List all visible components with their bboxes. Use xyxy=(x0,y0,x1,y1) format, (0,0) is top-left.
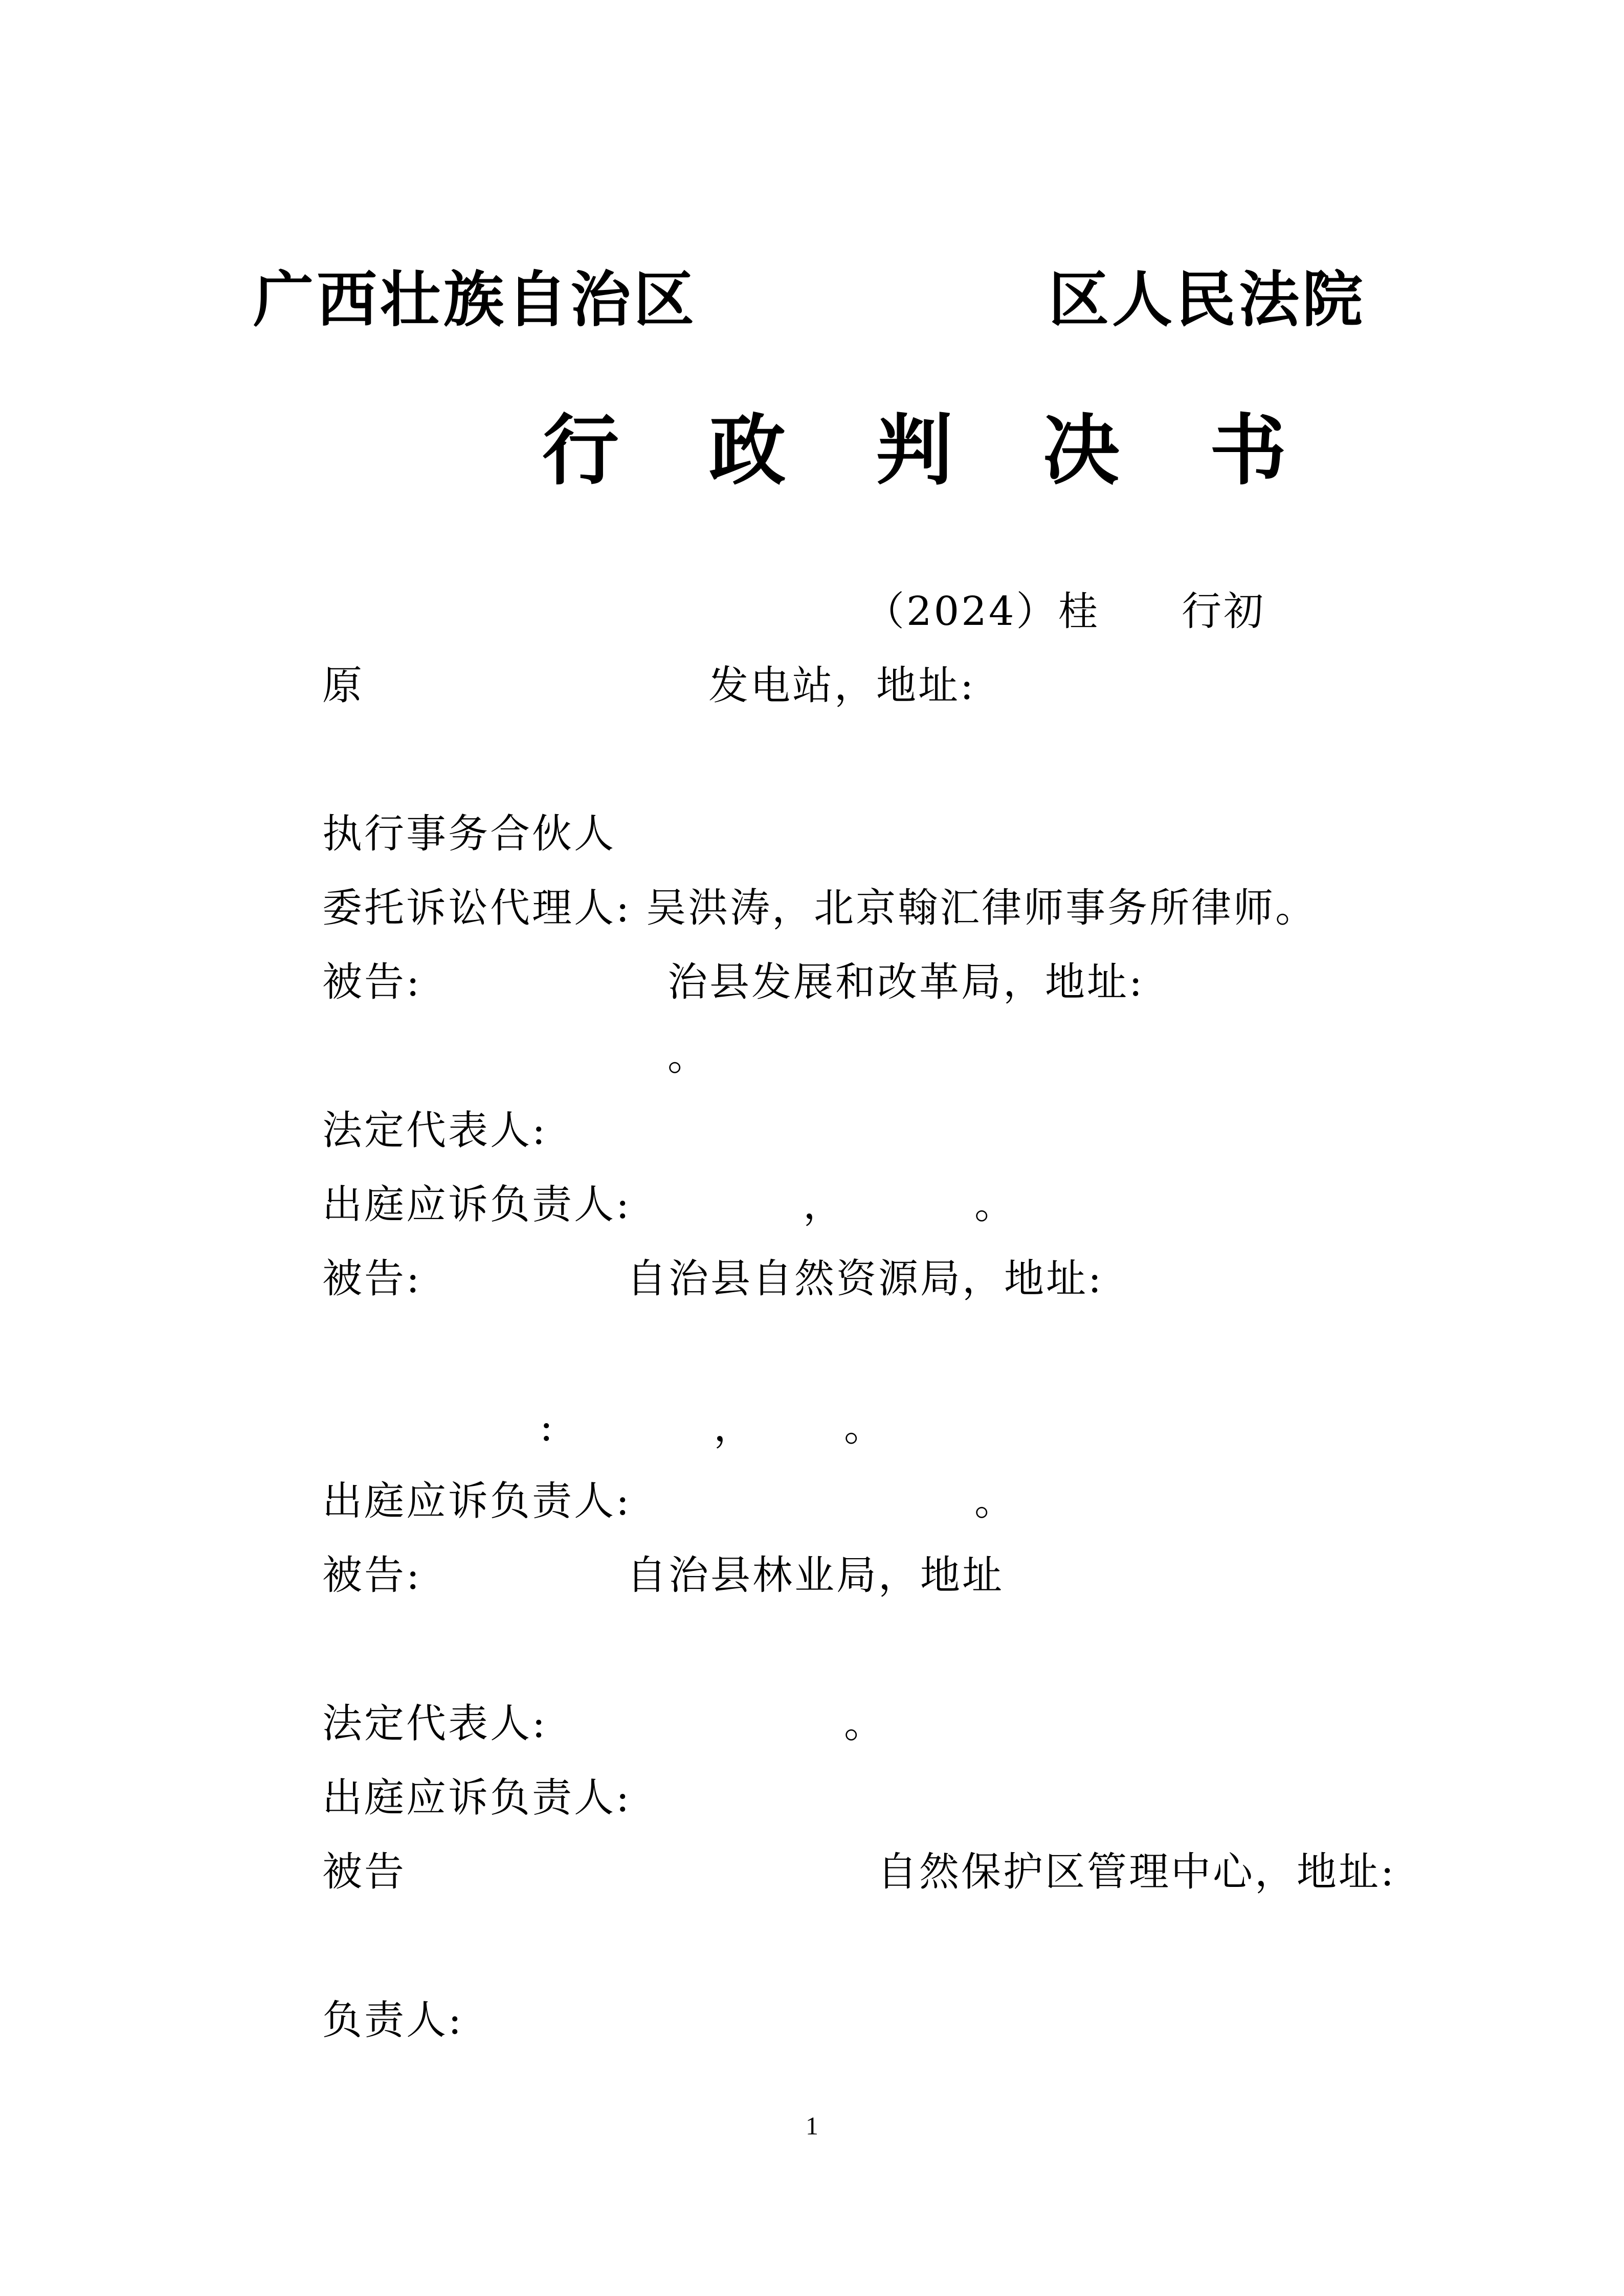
defendant2-rep-colon: : xyxy=(540,1404,555,1450)
defendant3-legal-rep-label: 法定代表人: xyxy=(322,1701,548,1747)
defendant1-legal-rep-label: 法定代表人: xyxy=(322,1108,548,1154)
defendant1-name: 治县发展和改革局，地址: xyxy=(668,959,1145,1005)
defendant1-responsible-label: 出庭应诉负责人: xyxy=(322,1182,632,1228)
page-number: 1 xyxy=(806,2111,818,2140)
defendant2-label: 被告: xyxy=(322,1256,422,1302)
defendant2-responsible-label: 出庭应诉负责人: xyxy=(322,1478,632,1524)
defendant3-name: 自治县林业局，地址 xyxy=(627,1552,1005,1599)
executive-partner-label: 执行事务合伙人 xyxy=(322,811,616,857)
agent-line: 委托诉讼代理人: 吴洪涛，北京翰汇律师事务所律师。 xyxy=(322,885,1318,931)
defendant1-label: 被告: xyxy=(322,959,422,1005)
defendant4-name: 自然保护区管理中心，地址: xyxy=(877,1849,1396,1895)
defendant2-rep-comma: ， xyxy=(714,1404,756,1450)
defendant1-responsible-end: 。 xyxy=(974,1182,1017,1228)
document-type-title: 行 政 判 决 书 xyxy=(542,407,1318,496)
case-number-prefix: （2024）桂 xyxy=(864,589,1100,635)
plaintiff-name-tail: 发电站，地址: xyxy=(708,663,976,709)
defendant4-label: 被告 xyxy=(322,1849,407,1895)
defendant1-responsible-comma: ， xyxy=(803,1182,846,1228)
defendant1-address-end: 。 xyxy=(668,1033,710,1079)
defendant2-rep-end: 。 xyxy=(844,1404,886,1450)
court-name-part2: 区人民法院 xyxy=(1049,264,1366,335)
defendant3-legal-rep-end: 。 xyxy=(844,1701,886,1747)
defendant3-responsible-label: 出庭应诉负责人: xyxy=(322,1775,632,1821)
defendant2-name: 自治县自然资源局，地址: xyxy=(627,1256,1104,1302)
case-number-suffix: 行初 xyxy=(1182,589,1266,635)
defendant4-head-label: 负责人: xyxy=(322,1997,464,2043)
plaintiff-label: 原 xyxy=(322,663,365,709)
court-name-part1: 广西壮族自治区 xyxy=(253,264,698,335)
defendant3-label: 被告: xyxy=(322,1552,422,1599)
defendant2-responsible-end: 。 xyxy=(974,1478,1017,1524)
